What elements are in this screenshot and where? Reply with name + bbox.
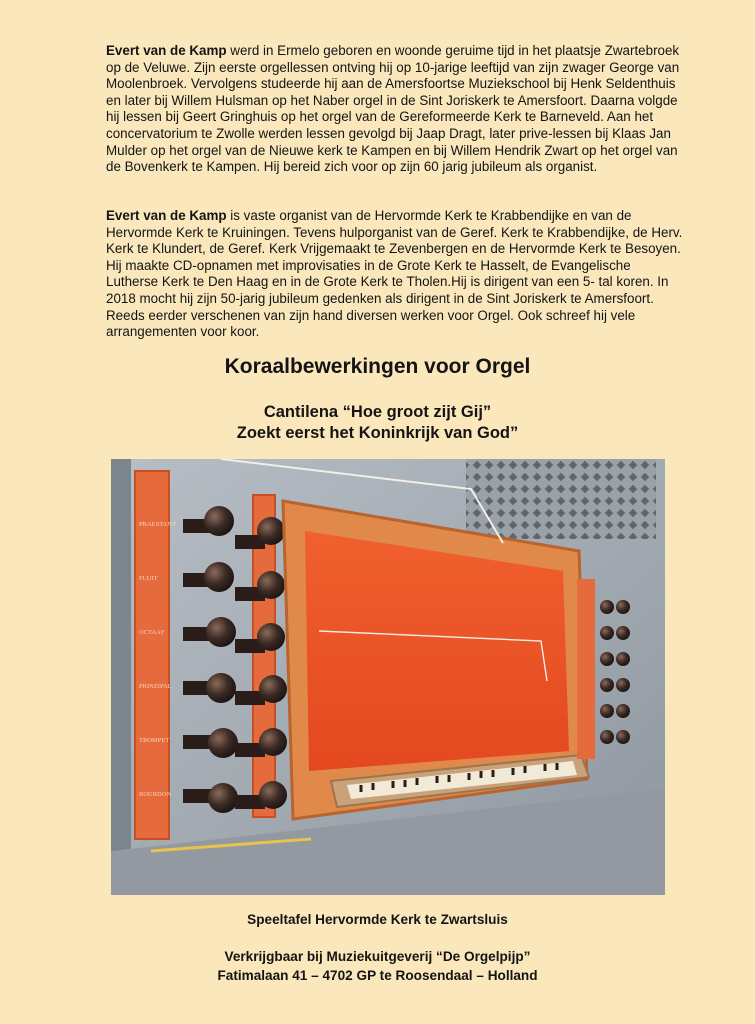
organist-name: Evert van de Kamp (106, 43, 227, 58)
svg-text:PRAESTANT: PRAESTANT (139, 521, 177, 528)
publisher-line-1: Verkrijgbaar bij Muziekuitgeverij “De Orgelpijp” (224, 949, 531, 964)
biography-text-1: werd in Ermelo geboren en woonde geruime tijd in het plaatsje Zwartebroek op de Veluwe. Zijn eerste orgellessen ontving hij op 10-jarige leeftijd van zijn zwager George van Moolenbroek. Vervolgens studeerde hij aan de Amersfoortse Muziekschool bij Henk Seldenthuis en later bij Willem Hulsman op het Naber orgel in de Sint Joriskerk te Amersfoort. Daarna volgde hij lessen bij Geert Gringhuis op het orgel van de Gereformeerde Kerk te Barneveld. Aan het concervatorium te Zwolle werden lessen gevolgd bij Jaap Dragt, later prive-lessen bij Klaas Jan Mulder op het orgel van de Nieuwe kerk te Kampen en bij Willem Hendrik Zwart op het orgel van de Bovenkerk te Kampen. Hij bereid zich voor op zijn 60 jarig jubileum als organist. (106, 43, 680, 175)
publisher-address: Fatimalaan 41 – 4702 GP te Roosendaal – Holland (217, 968, 538, 983)
svg-text:BOURDON: BOURDON (139, 791, 172, 798)
biography-paragraph-1 (106, 43, 686, 176)
svg-text:OCTAAF: OCTAAF (139, 629, 165, 636)
piece-title-1: Cantilena “Hoe groot zijt Gij” (263, 403, 492, 421)
svg-text:PRINZIPAL: PRINZIPAL (139, 683, 172, 690)
photo-caption: Speeltafel Hervormde Kerk te Zwartsluis (247, 912, 508, 927)
left-edge (111, 459, 131, 895)
page-title: Koraalbewerkingen voor Orgel (224, 355, 531, 378)
svg-text:TROMPET: TROMPET (139, 737, 170, 744)
organist-name: Evert van de Kamp (106, 208, 227, 223)
stop-label-strip-right (577, 579, 595, 759)
biography-text-2: is vaste organist van de Hervormde Kerk te Krabbendijke en van de Hervormde Kerk te Kruiningen. Tevens hulporganist van de Geref. Kerk te Krabbendijke, de Herv. Kerk te Klundert, de Geref. Kerk Vrijgemaakt te Zevenbergen en de Hervormde Kerk te Besoyen. Hij maakte CD-opnamen met improvisaties in de Grote Kerk te Hasselt, de Evangelische Lutherse Kerk te Den Haag en in de Grote Kerk te Tholen.Hij is dirigent van een 5- tal koren. In 2018 mocht hij zijn 50-jarig jubileum gedenken als dirigent in de Sint Joriskerk te Amersfoort. Reeds eerder verschenen van zijn hand diversen werken voor Orgel. Ook schreef hij vele arrangementen voor koor. (106, 208, 683, 340)
piece-titles (0, 402, 755, 444)
music-desk-panel (305, 531, 569, 771)
piece-title-2: Zoekt eerst het Koninkrijk van God” (236, 424, 519, 442)
biography-paragraph-2 (106, 208, 686, 341)
organ-console-illustration (111, 459, 665, 895)
organ-console-photo (111, 459, 665, 895)
publisher-info (0, 947, 755, 985)
svg-text:FLUIT: FLUIT (139, 575, 158, 582)
